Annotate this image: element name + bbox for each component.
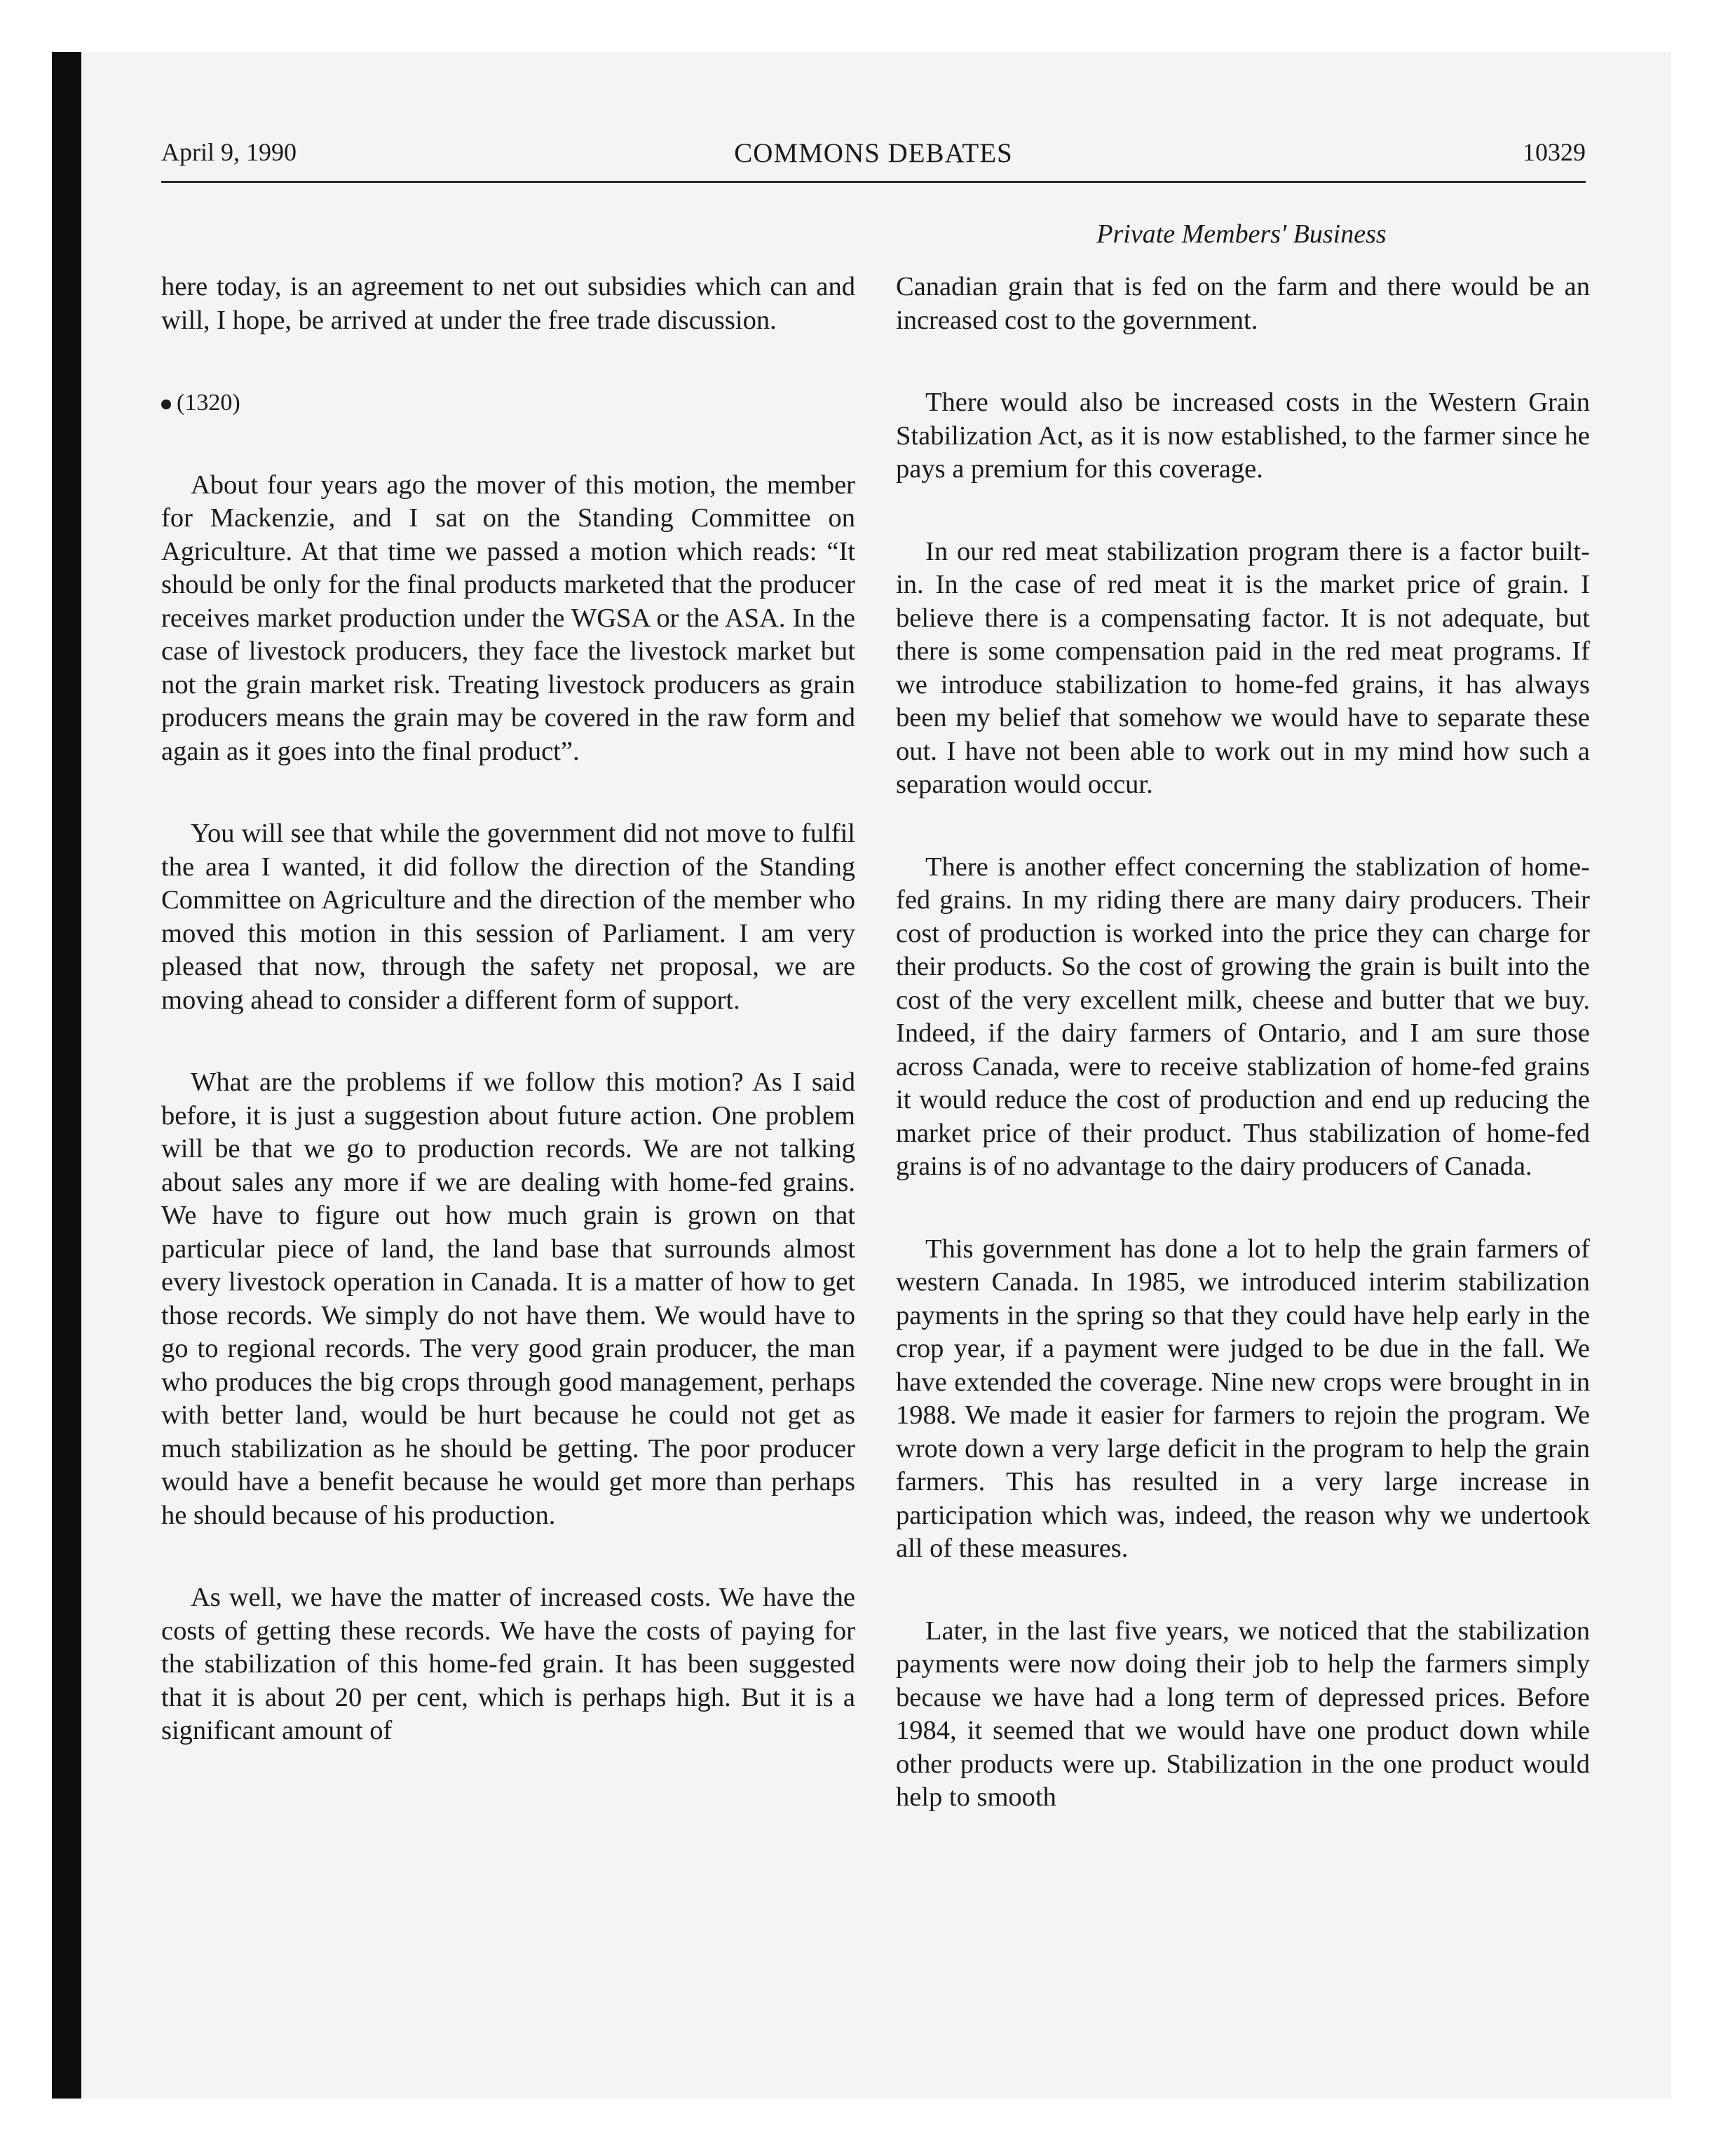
section-label: Private Members' Business	[1096, 219, 1387, 249]
right-paragraph-1: Canadian grain that is fed on the farm and there would be an increased cost to the government.	[896, 272, 1590, 335]
left-paragraph-2: About four years ago the mover of this motion, the member for Mackenzie, and I sat on the Standing Committee on Agriculture. At that time we passed a motion which reads: “It should be only for the final products marketed that the producer receives market production under the WGSA or the ASA. In the case of livestock producers, they face the livestock market but not the grain market risk. Treating livestock producers as grain producers means the grain may be covered in the raw form and again as it goes into the final product”.	[161, 470, 855, 766]
time-marker-text: (1320)	[177, 390, 240, 416]
binding-shadow	[52, 52, 81, 2099]
left-paragraph-4: What are the problems if we follow this motion? As I said before, it is just a suggestion about future action. One problem will be that we go to production records. We are not talking about sales any more if we are dealing with home-fed grains. We have to figure out how much grain is grown on that particular piece of land, the land base that surrounds almost every livestock operation in Canada. It is a matter of how to get those records. We simply do not have them. We would have to go to regional records. The very good grain producer, the man who produces the big crops through good management, perhaps with better land, would be hurt because he could not get as much stabilization as he should be getting. The poor producer would have a benefit because he would get more than perhaps he should because of his production.	[161, 1067, 855, 1530]
header-rule	[161, 181, 1586, 183]
right-paragraph-3: In our red meat stabilization program there is a factor built-in. In the case of red meat it is the market price of grain. I believe there is a compensating factor. It is not adequate, but there is some compensation paid in the red meat programs. If we introduce stabilization to home-fed grains, it has always been my belief that somehow we would have to separate these out. I have not been able to work out in my mind how such a separation would occur.	[896, 536, 1590, 799]
right-paragraph-4: There is another effect concerning the stablization of home-fed grains. In my riding there are many dairy producers. Their cost of production is worked into the price they can charge for their products. So the cost of growing the grain is built into the cost of the very excellent milk, cheese and butter that we buy. Indeed, if the dairy farmers of Ontario, and I am sure those across Canada, were to receive stablization of home-fed grains it would reduce the cost of production and end up reducing the market price of their product. Thus stabilization of home-fed grains is of no advantage to the dairy producers of Canada.	[896, 852, 1590, 1181]
header-journal-title: COMMONS DEBATES	[734, 138, 1013, 168]
left-paragraph-5: As well, we have the matter of increased costs. We have the costs of getting these records. We have the costs of paying for the stabilization of this home-fed grain. It has been suggested that it is about 20 per cent, which is perhaps high. But it is a significant amount of	[161, 1583, 855, 1745]
left-column	[161, 271, 855, 1748]
time-marker	[161, 386, 855, 420]
header-date: April 9, 1990	[161, 138, 297, 166]
header-page-number: 10329	[1523, 138, 1586, 166]
bullet-icon	[161, 400, 171, 409]
right-paragraph-6: Later, in the last five years, we noticed that the stabilization payments were now doing their job to help the farmers simply because we have had a long term of depressed prices. Before 1984, it seemed that we would have one product down while other products were up. Stabilization in the one product would help to smooth	[896, 1616, 1590, 1812]
left-paragraph-1: here today, is an agreement to net out subsidies which can and will, I hope, be arrived at under the free trade discussion.	[161, 272, 855, 335]
left-paragraph-3: You will see that while the government did not move to fulfil the area I wanted, it did follow the direction of the Standing Committee on Agriculture and the direction of the member who moved this motion in this session of Parliament. I am very pleased that now, through the safety net proposal, we are moving ahead to consider a different form of support.	[161, 819, 855, 1015]
right-paragraph-2: There would also be increased costs in the Western Grain Stabilization Act, as it is now established, to the farmer since he pays a premium for this coverage.	[896, 388, 1590, 484]
page-header	[161, 137, 1586, 179]
right-column	[896, 271, 1590, 1815]
right-paragraph-5: This government has done a lot to help the grain farmers of western Canada. In 1985, we introduced interim stabilization payments in the spring so that they could have help early in the crop year, if a payment were judged to be due in the fall. We have extended the coverage. Nine new crops were brought in in 1988. We made it easier for farmers to rejoin the program. We wrote down a very large deficit in the program to help the grain farmers. This has resulted in a very large increase in participation which was, indeed, the reason why we undertook all of these measures.	[896, 1234, 1590, 1563]
